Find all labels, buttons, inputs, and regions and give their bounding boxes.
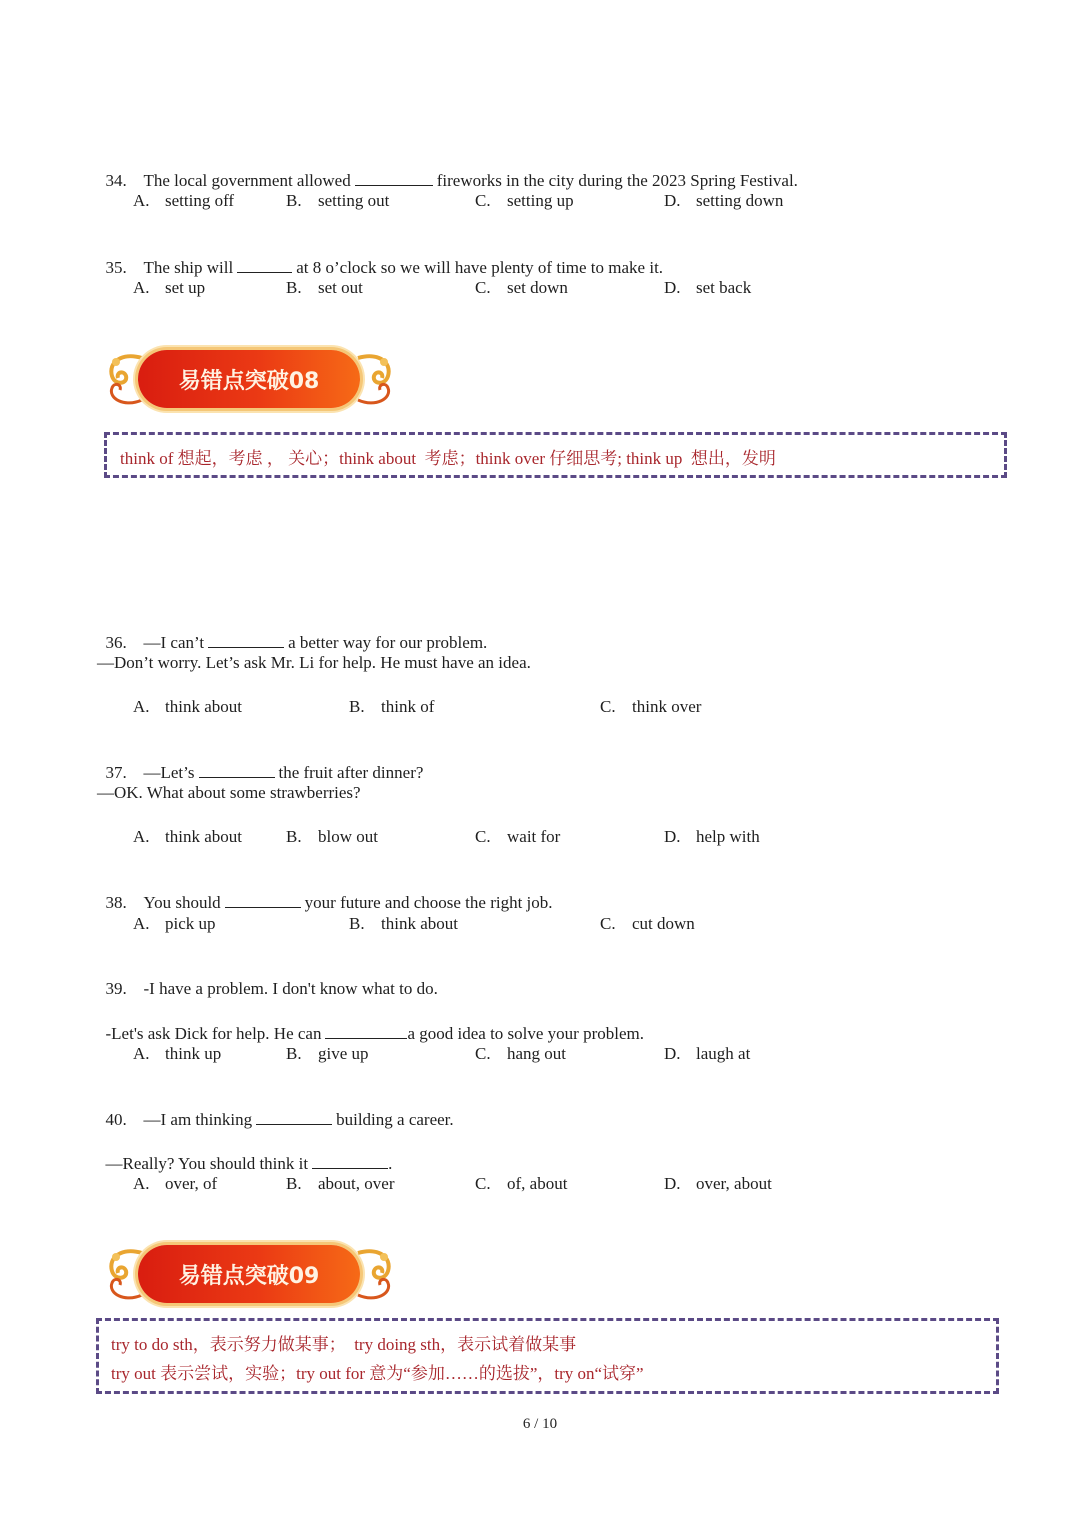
option-d[interactable]: D. set back <box>664 278 752 297</box>
answer-blank <box>199 761 275 778</box>
question-text: fireworks in the city during the 2023 Spring Festival. <box>436 171 798 190</box>
question-number: 35. <box>105 258 127 277</box>
question-text: building a career. <box>336 1110 454 1129</box>
section-badge-09 <box>100 1237 400 1311</box>
question-text: your future and choose the right job. <box>304 893 553 912</box>
question-reply: —OK. What about some strawberries? <box>97 783 361 802</box>
question-text: -I have a problem. I don't know what to do. <box>143 979 438 998</box>
option-b[interactable]: B. about, over <box>286 1174 395 1193</box>
option-a[interactable]: A. think up <box>133 1044 222 1063</box>
answer-blank <box>325 1022 407 1039</box>
question-number: 37. <box>105 763 127 782</box>
question-number: 40. <box>105 1110 127 1129</box>
question-number: 39. <box>105 979 127 998</box>
note-text: think of 想起，考虑 ， 关心；think about 考虑；think over 仔细思考; think up 想出，发明 <box>120 449 776 468</box>
answer-blank <box>225 891 301 908</box>
question-text: The ship will <box>143 258 234 277</box>
question-number: 36. <box>105 633 127 652</box>
option-a[interactable]: A. think about <box>133 697 242 716</box>
question-35 <box>97 234 663 279</box>
option-c[interactable]: C. wait for <box>475 827 561 846</box>
badge-label: 易错点突破08 <box>178 368 320 394</box>
question-reply: —Really? You should think it . <box>105 1154 393 1173</box>
answer-blank <box>355 169 433 186</box>
answer-blank <box>208 631 284 648</box>
ornament-scroll-icon <box>352 1243 398 1305</box>
option-c[interactable]: C. cut down <box>600 914 695 933</box>
question-text: The local government allowed <box>143 171 351 190</box>
option-a[interactable]: A. setting off <box>133 191 235 210</box>
question-39 <box>97 956 438 1000</box>
question-number: 34. <box>105 171 127 190</box>
question-number: 38. <box>105 893 127 912</box>
option-c[interactable]: C. of, about <box>475 1174 568 1193</box>
option-a[interactable]: A. set up <box>133 278 206 297</box>
answer-blank <box>237 256 292 273</box>
question-text: —I am thinking <box>143 1110 253 1129</box>
option-b[interactable]: B. think about <box>349 914 458 933</box>
option-b[interactable]: B. give up <box>286 1044 369 1063</box>
answer-blank <box>256 1108 332 1125</box>
option-b[interactable]: B. setting out <box>286 191 390 210</box>
option-c[interactable]: C. think over <box>600 697 702 716</box>
question-text: at 8 o’clock so we will have plenty of time to make it. <box>296 258 664 277</box>
badge-label: 易错点突破09 <box>178 1263 320 1289</box>
option-d[interactable]: D. laugh at <box>664 1044 751 1063</box>
page-number: 6 / 10 <box>522 1416 558 1432</box>
question-text: the fruit after dinner? <box>278 763 424 782</box>
section-badge-08 <box>100 342 400 416</box>
answer-blank <box>312 1152 388 1169</box>
note-text: try out 表示尝试，实验；try out for 意为“参加……的选拔”，try on“试穿” <box>111 1364 644 1383</box>
option-a[interactable]: A. over, of <box>133 1174 218 1193</box>
option-b[interactable]: B. blow out <box>286 827 378 846</box>
question-34 <box>97 147 798 192</box>
option-c[interactable]: C. setting up <box>475 191 574 210</box>
option-b[interactable]: B. think of <box>349 697 435 716</box>
option-a[interactable]: A. pick up <box>133 914 216 933</box>
question-40 <box>97 1086 454 1131</box>
option-c[interactable]: C. set down <box>475 278 568 297</box>
question-reply: -Let's ask Dick for help. He can a good idea to solve your problem. <box>105 1024 644 1043</box>
option-a[interactable]: A. think about <box>133 827 242 846</box>
note-text: try to do sth，表示努力做某事； try doing sth，表示试着做某事 <box>111 1335 577 1354</box>
question-text: a better way for our problem. <box>288 633 488 652</box>
option-d[interactable]: D. setting down <box>664 191 784 210</box>
question-37 <box>97 739 423 784</box>
question-38 <box>97 869 553 914</box>
option-d[interactable]: D. over, about <box>664 1174 772 1193</box>
question-36 <box>97 609 487 654</box>
question-reply: —Don’t worry. Let’s ask Mr. Li for help. He must have an idea. <box>97 653 531 672</box>
question-text: —Let’s <box>143 763 195 782</box>
option-b[interactable]: B. set out <box>286 278 363 297</box>
option-d[interactable]: D. help with <box>664 827 760 846</box>
question-text: You should <box>143 893 221 912</box>
option-c[interactable]: C. hang out <box>475 1044 567 1063</box>
ornament-scroll-icon <box>352 348 398 410</box>
question-text: —I can’t <box>143 633 205 652</box>
